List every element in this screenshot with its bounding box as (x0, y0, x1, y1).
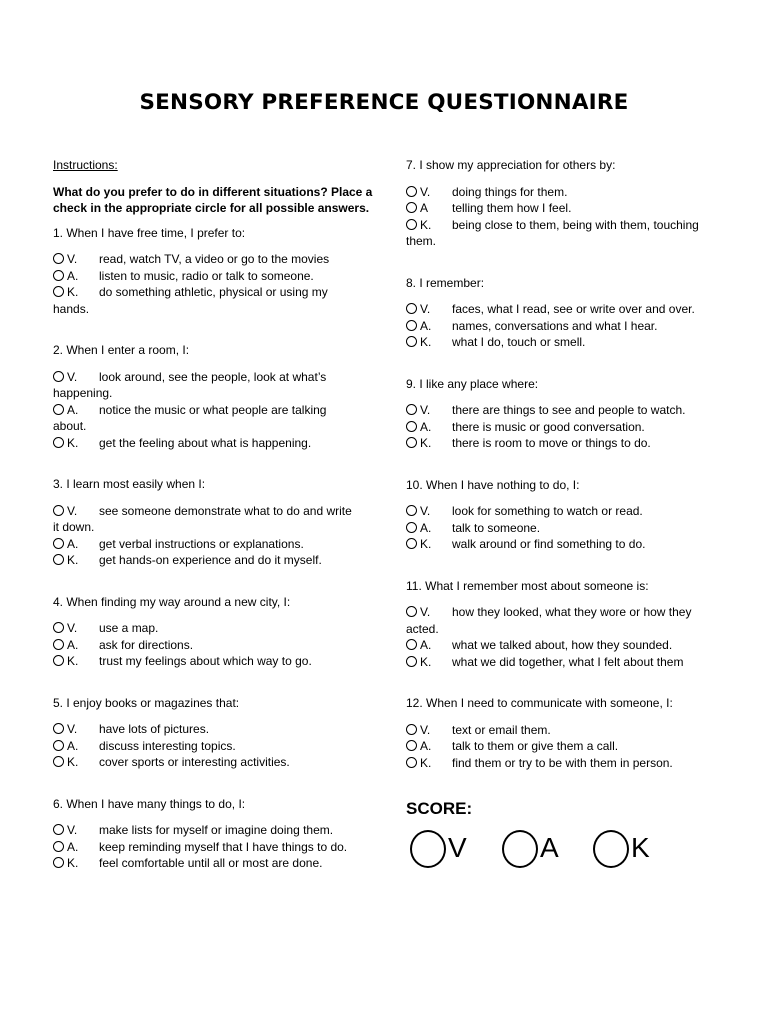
option-row (406, 536, 736, 553)
radio-circle-icon[interactable] (53, 505, 64, 516)
option-letter: K. (67, 856, 79, 870)
option-text: talk to someone. (452, 520, 541, 535)
question-block (53, 225, 383, 318)
option-list (406, 604, 736, 670)
score-a[interactable] (502, 830, 559, 868)
question-block (406, 578, 736, 671)
option-text-continued: it down. (53, 520, 95, 534)
option-text: there is room to move or things to do. (452, 436, 651, 450)
option-letter: K. (67, 654, 79, 668)
option-letter: V. (420, 504, 431, 518)
question-block (406, 275, 736, 351)
radio-circle-icon[interactable] (406, 740, 417, 751)
option-letter: K. (420, 755, 432, 770)
option-letter: A. (67, 637, 79, 652)
score-letter-k: K (631, 832, 650, 864)
radio-circle-icon[interactable] (53, 286, 64, 297)
option-text: how they looked, what they wore or how they (452, 605, 692, 619)
option-text: use a map. (99, 621, 159, 635)
option-text-continued: hands. (53, 301, 90, 316)
radio-circle-icon[interactable] (406, 538, 417, 549)
option-letter: A. (67, 839, 79, 854)
radio-circle-icon[interactable] (53, 756, 64, 767)
option-letter: K. (67, 285, 79, 299)
radio-circle-icon[interactable] (406, 320, 417, 331)
option-letter: V. (420, 184, 431, 199)
option-text: doing things for them. (452, 184, 568, 199)
radio-circle-icon[interactable] (406, 202, 417, 213)
option-row (53, 536, 383, 553)
score-circle-icon[interactable] (410, 830, 446, 868)
radio-circle-icon[interactable] (406, 606, 417, 617)
option-letter: A. (67, 738, 79, 753)
option-text: make lists for myself or imagine doing them. (99, 823, 334, 837)
left-column (53, 157, 383, 872)
radio-circle-icon[interactable] (406, 522, 417, 533)
radio-circle-icon[interactable] (406, 336, 417, 347)
question-block (53, 476, 383, 569)
option-row (406, 318, 736, 335)
question-block (53, 342, 383, 451)
question-text: 7. I show my appreciation for others by: (406, 158, 616, 172)
option-row (406, 419, 736, 436)
option-text-continued: them. (406, 234, 437, 248)
option-text: talk to them or give them a call. (452, 739, 619, 753)
radio-circle-icon[interactable] (53, 841, 64, 852)
option-row (406, 200, 736, 217)
option-text: look for something to watch or read. (452, 504, 643, 518)
option-letter: K. (420, 436, 432, 450)
question-text: 6. When I have many things to do, I: (53, 796, 246, 811)
option-row (406, 738, 736, 755)
radio-circle-icon[interactable] (406, 505, 417, 516)
option-row (406, 184, 736, 201)
radio-circle-icon[interactable] (406, 437, 417, 448)
option-text: names, conversations and what I hear. (452, 318, 658, 333)
question-text: 9. I like any place where: (406, 376, 539, 391)
option-text: what we did together, what I felt about them (452, 654, 684, 669)
option-text: telling them how I feel. (452, 201, 572, 215)
radio-circle-icon[interactable] (406, 404, 417, 415)
option-letter: K. (420, 654, 432, 669)
score-v[interactable] (410, 830, 467, 868)
option-list (53, 721, 383, 771)
option-text: do something athletic, physical or using my (99, 285, 328, 299)
option-text-continued: happening. (53, 386, 113, 400)
option-row (53, 839, 383, 856)
radio-circle-icon[interactable] (53, 371, 64, 382)
option-text: listen to music, radio or talk to someone. (99, 268, 314, 283)
option-text: have lots of pictures. (99, 722, 210, 736)
option-letter: V. (420, 605, 431, 619)
option-row (53, 284, 383, 301)
option-letter: K. (420, 217, 432, 232)
option-letter: A. (67, 402, 79, 417)
option-row (53, 435, 383, 452)
question-text: 1. When I have free time, I prefer to: (53, 225, 246, 240)
radio-circle-icon[interactable] (53, 824, 64, 835)
option-row (53, 620, 383, 637)
option-text: cover sports or interesting activities. (99, 755, 290, 769)
option-letter: A (420, 201, 429, 215)
option-text: what I do, touch or smell. (452, 335, 586, 349)
question-block (53, 796, 383, 872)
option-letter: K. (420, 335, 432, 349)
option-letter: V. (420, 302, 431, 316)
radio-circle-icon[interactable] (406, 724, 417, 735)
option-list (53, 369, 383, 452)
option-row (53, 653, 383, 670)
option-list (53, 620, 383, 670)
radio-circle-icon[interactable] (406, 757, 417, 768)
instructions-heading: Instructions: (53, 158, 118, 172)
question-block (406, 157, 736, 250)
option-text-continued: about. (53, 419, 87, 433)
option-row (406, 334, 736, 351)
option-row (53, 754, 383, 771)
option-row (53, 251, 383, 268)
radio-circle-icon[interactable] (406, 219, 417, 230)
option-text: there are things to see and people to watch. (452, 403, 686, 417)
option-list (406, 184, 736, 250)
score-letter-v: V (448, 832, 467, 864)
option-text: get the feeling about what is happening. (99, 435, 312, 450)
option-letter: V. (67, 252, 78, 266)
option-row (53, 822, 383, 839)
option-letter: A. (420, 638, 432, 652)
option-text: feel comfortable until all or most are done. (99, 856, 323, 870)
option-text: being close to them, being with them, touching (452, 217, 699, 232)
page-title: SENSORY PREFERENCE QUESTIONNAIRE (139, 90, 629, 115)
radio-circle-icon[interactable] (53, 622, 64, 633)
score-label: SCORE: (406, 799, 473, 818)
option-row (406, 520, 736, 537)
option-letter: A. (420, 739, 432, 753)
option-text: get hands-on experience and do it myself. (99, 553, 322, 567)
question-text: 11. What I remember most about someone is: (406, 578, 649, 593)
option-letter: A. (67, 268, 79, 283)
instructions-text: What do you prefer to do in different situations? Place a check in the appropriate circle for all possible answers. (53, 184, 373, 215)
radio-circle-icon[interactable] (406, 421, 417, 432)
question-text: 10. When I have nothing to do, I: (406, 477, 580, 492)
option-row (406, 722, 736, 739)
score-circle-icon[interactable] (593, 830, 629, 868)
question-text: 3. I learn most easily when I: (53, 477, 206, 491)
option-letter: A. (420, 318, 432, 333)
option-list (406, 722, 736, 772)
option-list (53, 503, 383, 569)
radio-circle-icon[interactable] (406, 656, 417, 667)
radio-circle-icon[interactable] (53, 723, 64, 734)
radio-circle-icon[interactable] (406, 639, 417, 650)
radio-circle-icon[interactable] (53, 740, 64, 751)
option-text: keep reminding myself that I have things to do. (99, 839, 348, 854)
option-row (53, 721, 383, 738)
question-block (406, 376, 736, 452)
option-row (53, 402, 383, 419)
option-letter: A. (67, 536, 79, 551)
score-circle-icon[interactable] (502, 830, 538, 868)
option-row (406, 637, 736, 654)
radio-circle-icon[interactable] (53, 538, 64, 549)
question-block (406, 477, 736, 553)
option-text: look around, see the people, look at what’s (99, 369, 327, 384)
option-row (53, 855, 383, 872)
score-letter-a: A (540, 832, 559, 864)
question-text: 5. I enjoy books or magazines that: (53, 695, 240, 710)
option-letter: K. (67, 435, 79, 450)
option-row (53, 369, 383, 386)
question-text: 2. When I enter a room, I: (53, 343, 190, 357)
option-text: ask for directions. (99, 637, 194, 652)
score-row (406, 824, 736, 874)
option-letter: V. (67, 369, 78, 384)
option-row (406, 604, 736, 621)
option-row (406, 402, 736, 419)
option-list (53, 251, 383, 317)
option-row (406, 435, 736, 452)
option-letter: K. (420, 537, 432, 551)
option-text: text or email them. (452, 722, 551, 737)
option-letter: V. (67, 503, 78, 518)
option-row (406, 503, 736, 520)
option-text: walk around or find something to do. (452, 537, 646, 551)
option-text: trust my feelings about which way to go. (99, 654, 312, 668)
option-text: what we talked about, how they sounded. (452, 638, 673, 652)
question-text: 12. When I need to communicate with someone, I: (406, 696, 673, 710)
question-text: 4. When finding my way around a new city, I: (53, 594, 291, 609)
option-list (53, 822, 383, 872)
radio-circle-icon[interactable] (53, 404, 64, 415)
right-column (406, 157, 736, 874)
option-row (406, 217, 736, 234)
radio-circle-icon[interactable] (53, 639, 64, 650)
question-block (406, 695, 736, 771)
radio-circle-icon[interactable] (406, 303, 417, 314)
option-letter: K. (67, 755, 79, 769)
radio-circle-icon[interactable] (53, 857, 64, 868)
option-letter: V. (67, 823, 78, 837)
question-text: 8. I remember: (406, 275, 485, 290)
radio-circle-icon[interactable] (53, 554, 64, 565)
radio-circle-icon[interactable] (53, 437, 64, 448)
option-text: notice the music or what people are talking (99, 402, 327, 417)
option-text: read, watch TV, a video or go to the movies (99, 252, 330, 266)
option-text: see someone demonstrate what to do and write (99, 503, 352, 518)
option-letter: A. (420, 520, 432, 535)
option-text: faces, what I read, see or write over and over. (452, 302, 695, 316)
option-letter: V. (67, 722, 78, 736)
question-block (53, 695, 383, 771)
option-row (406, 301, 736, 318)
option-letter: V. (420, 403, 431, 417)
option-text-continued: acted. (406, 621, 439, 636)
option-text: find them or try to be with them in person. (452, 755, 673, 770)
option-list (406, 402, 736, 452)
option-list (406, 503, 736, 553)
option-row (53, 552, 383, 569)
option-row (53, 268, 383, 285)
option-text: get verbal instructions or explanations. (99, 536, 304, 551)
option-row (53, 738, 383, 755)
option-letter: K. (67, 553, 79, 567)
radio-circle-icon[interactable] (53, 655, 64, 666)
option-text: there is music or good conversation. (452, 419, 645, 434)
question-block (53, 594, 383, 670)
radio-circle-icon[interactable] (53, 270, 64, 281)
option-row (406, 654, 736, 671)
option-list (406, 301, 736, 351)
radio-circle-icon[interactable] (53, 253, 64, 264)
option-row (406, 755, 736, 772)
radio-circle-icon[interactable] (406, 186, 417, 197)
option-letter: V. (420, 722, 431, 737)
option-letter: V. (67, 621, 78, 635)
score-k[interactable] (593, 830, 650, 868)
option-row (53, 503, 383, 520)
option-row (53, 637, 383, 654)
option-text: discuss interesting topics. (99, 738, 236, 753)
option-letter: A. (420, 419, 432, 434)
